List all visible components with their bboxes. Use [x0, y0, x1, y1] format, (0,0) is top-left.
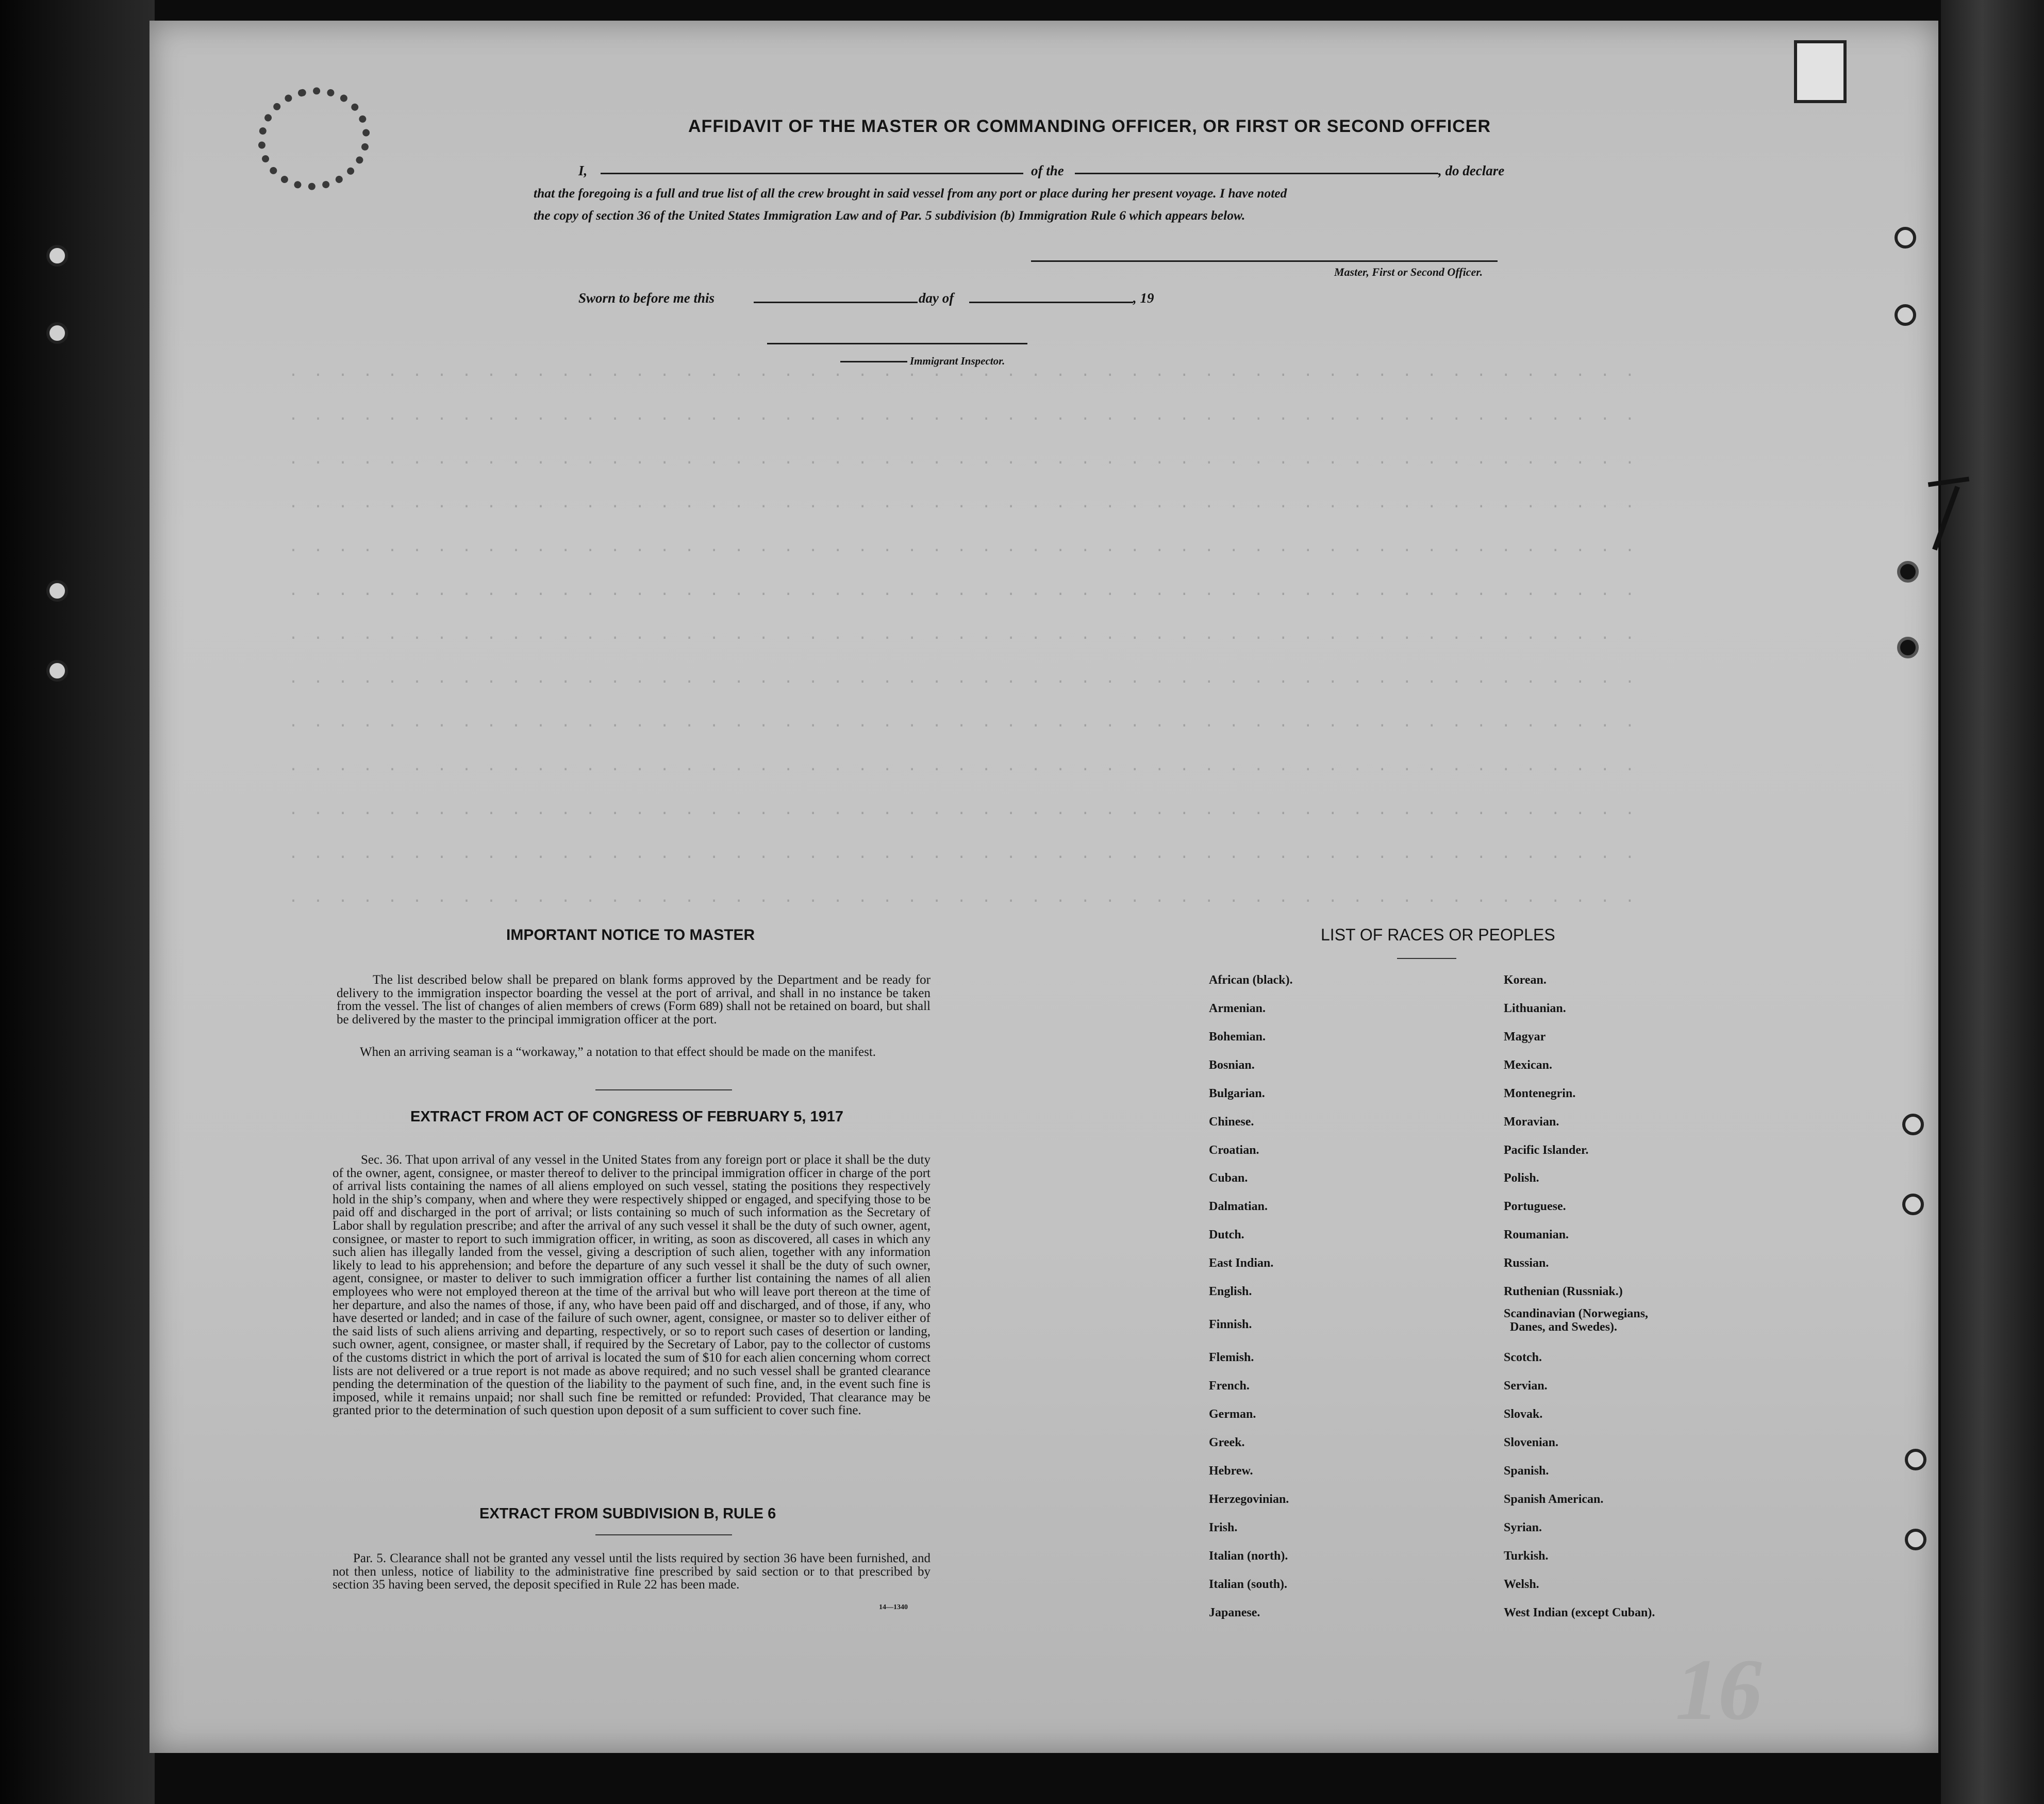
bleed-through-text: . . . . . . . . . . . . . . . . . . . . . . . . . . . . . . . . . . . . . . . . . . . . . . . . . . . . . . . [289, 626, 1638, 644]
race-entry: English. [1209, 1285, 1252, 1298]
master-name-blank[interactable] [601, 173, 1023, 174]
bleed-through-text: . . . . . . . . . . . . . . . . . . . . . . . . . . . . . . . . . . . . . . . . . . . . . . . . . . . . . . . [289, 758, 1638, 775]
race-entry: Russian. [1504, 1256, 1549, 1270]
race-entry: Polish. [1504, 1171, 1539, 1185]
bleed-through-text: . . . . . . . . . . . . . . . . . . . . . . . . . . . . . . . . . . . . . . . . . . . . . . . . . . . . . . . [289, 670, 1638, 688]
year-label: , 19 [1133, 290, 1154, 306]
race-entry: Armenian. [1209, 1002, 1266, 1015]
bleed-through-text: . . . . . . . . . . . . . . . . . . . . . . . . . . . . . . . . . . . . . . . . . . . . . . . . . . . . . . . [289, 539, 1638, 556]
notice-paragraph-2: When an arriving seaman is a “workaway,” a notation to that effect should be made on the manifest. [360, 1045, 876, 1059]
race-entry: Italian (north). [1209, 1549, 1288, 1563]
race-entry: Chinese. [1209, 1115, 1254, 1129]
race-entry: Bosnian. [1209, 1058, 1255, 1072]
bleed-through-text: . . . . . . . . . . . . . . . . . . . . . . . . . . . . . . . . . . . . . . . . . . . . . . . . . . . . . . . [289, 451, 1638, 469]
race-entry: East Indian. [1209, 1256, 1274, 1270]
master-signature-blank[interactable] [1031, 260, 1498, 262]
punch-hole-icon [46, 322, 68, 344]
race-entry: Cuban. [1209, 1171, 1248, 1185]
punch-hole-icon [1905, 1449, 1926, 1470]
sworn-label: Sworn to before me this [578, 290, 715, 306]
form-number: 14—1340 [879, 1603, 908, 1611]
race-entry: Dutch. [1209, 1228, 1244, 1242]
race-entry: Greek. [1209, 1436, 1245, 1449]
race-entry: Bulgarian. [1209, 1087, 1265, 1100]
act-title: EXTRACT FROM ACT OF CONGRESS OF FEBRUARY 5, 1917 [410, 1108, 844, 1125]
race-entry: Flemish. [1209, 1351, 1254, 1364]
divider [1397, 958, 1456, 959]
race-entry: Ruthenian (Russniak.) [1504, 1285, 1623, 1298]
sworn-day-blank[interactable] [754, 302, 918, 303]
affidavit-declare-label: , do declare [1438, 163, 1505, 178]
rule-title: EXTRACT FROM SUBDIVISION B, RULE 6 [479, 1505, 776, 1522]
race-entry: German. [1209, 1408, 1256, 1421]
affidavit-line-3: the copy of section 36 of the United States Immigration Law and of Par. 5 subdivision (b) Immigration Rule 6 which appears below. [534, 208, 1245, 223]
manifest-page [149, 21, 1938, 1753]
race-entry: Japanese. [1209, 1606, 1260, 1619]
race-entry: African (black). [1209, 973, 1293, 987]
master-signature-label: Master, First or Second Officer. [1334, 266, 1483, 278]
bleed-through-text: . . . . . . . . . . . . . . . . . . . . . . . . . . . . . . . . . . . . . . . . . . . . . . . . . . . . . . . [289, 363, 1638, 381]
sworn-month-blank[interactable] [969, 302, 1133, 303]
race-entry: Slovak. [1504, 1408, 1543, 1421]
punch-hole-icon [1905, 1529, 1926, 1550]
race-entry: Scotch. [1504, 1351, 1542, 1364]
race-entry: Pacific Islander. [1504, 1144, 1589, 1157]
divider [595, 1534, 732, 1535]
affidavit-line-2: that the foregoing is a full and true list of all the crew brought in said vessel from any port or place during her present voyage. I have noted [534, 186, 1287, 201]
punch-hole-icon [1902, 1114, 1924, 1135]
races-title: LIST OF RACES OR PEOPLES [1321, 925, 1555, 944]
race-entry: Spanish. [1504, 1464, 1549, 1478]
race-entry: Lithuanian. [1504, 1002, 1566, 1015]
race-entry: Herzegovinian. [1209, 1493, 1289, 1506]
affidavit-of-label: of the [1031, 163, 1064, 178]
bleed-through-text: . . . . . . . . . . . . . . . . . . . . . . . . . . . . . . . . . . . . . . . . . . . . . . . . . . . . . . . [289, 583, 1638, 600]
race-entry: Bohemian. [1209, 1030, 1266, 1044]
race-entry: Mexican. [1504, 1058, 1552, 1072]
act-section-36-text: Sec. 36. That upon arrival of any vessel in the United States from any foreign port or place it shall be the duty of the owner, agent, consignee, or master thereof to deliver to the principal immigration officer in charge of the port of arrival lists containing the names of all aliens employed on such vessel, stating the positions they respectively hold in the ship’s company, when and where they were respectively shipped or engaged, and specifying those to be paid off and discharged in the port of arrival; or lists containing so much of such information as the Secretary of Labor shall by regulation prescribe; and after the arrival of any such vessel it shall be the duty of such owner, agent, consignee, or master to report to such immigration officer, in writing, as soon as discovered, all cases in which any such alien has illegally landed from the vessel, giving a description of such alien, together with any information likely to lead to his apprehension; and before the departure of any such vessel it shall be the duty of such owner, agent, consignee, or master to deliver to such immigration officer a further list containing the names of all alien employees who were not employed thereon at the time of the arrival but who will leave port thereon at the time of her departure, and also the names of those, if any, who have been paid off and discharged, and of those, if any, who have deserted or landed; and in case of the failure of such owner, agent, consignee, or master so to deliver either of the said lists of such aliens arriving and departing, respectively, or so to report such cases of desertion or landing, such owner, agent, consignee, or master shall, if required by the Secretary of Labor, pay to the collector of customs of the customs district in which the port of arrival is located the sum of $10 for each alien concerning whom correct lists are not delivered or a true report is not made as above required; and no such vessel shall be granted clearance pending the determination of the question of the liability to the payment of such fine, and, in the event such fine is imposed, while it remains unpaid; nor shall such fine be remitted or refunded: Provided, That clearance may be granted prior to the determination of such question upon deposit of a sum sufficient to cover such fine. [333, 1153, 930, 1418]
inspector-signature-blank[interactable] [767, 343, 1027, 344]
notice-paragraph-1: The list described below shall be prepared on blank forms approved by the Department and be ready for delivery to the immigration inspector boarding the vessel at the port of arrival, and shall in no instance be taken from the vessel. The list of changes of alien members of crews (Form 689) shall not be retained on board, but shall be delivered by the master to the principal immigration officer at the port. [337, 973, 930, 1027]
inspector-underline [840, 361, 907, 362]
bleed-through-text: . . . . . . . . . . . . . . . . . . . . . . . . . . . . . . . . . . . . . . . . . . . . . . . . . . . . . . . [289, 889, 1638, 907]
divider [595, 1089, 732, 1090]
race-entry: French. [1209, 1379, 1250, 1393]
race-entry: West Indian (except Cuban). [1504, 1606, 1655, 1619]
race-entry: Korean. [1504, 973, 1547, 987]
race-entry: Spanish American. [1504, 1493, 1604, 1506]
paper-tab [1794, 40, 1847, 103]
scan-background-left [0, 0, 155, 1804]
punch-hole-icon [46, 245, 68, 267]
race-entry: Dalmatian. [1209, 1200, 1268, 1213]
bleed-through-text: . . . . . . . . . . . . . . . . . . . . . . . . . . . . . . . . . . . . . . . . . . . . . . . . . . . . . . . [289, 407, 1638, 425]
bleed-through-text: . . . . . . . . . . . . . . . . . . . . . . . . . . . . . . . . . . . . . . . . . . . . . . . . . . . . . . . [289, 714, 1638, 732]
race-entry: Turkish. [1504, 1549, 1549, 1563]
notice-title: IMPORTANT NOTICE TO MASTER [506, 926, 755, 944]
punch-hole-icon [46, 580, 68, 602]
race-entry: Italian (south). [1209, 1578, 1288, 1591]
race-entry: Croatian. [1209, 1144, 1259, 1157]
vessel-name-blank[interactable] [1075, 173, 1438, 174]
punch-hole-icon [1895, 304, 1916, 326]
race-entry: Syrian. [1504, 1521, 1542, 1534]
race-entry: Finnish. [1209, 1318, 1252, 1331]
inspector-label: Immigrant Inspector. [910, 355, 1005, 367]
race-entry: Scandinavian (Norwegians, Danes, and Swedes). [1504, 1307, 1649, 1334]
handwritten-page-number: 16 [1667, 1641, 1772, 1738]
rule-paragraph: Par. 5. Clearance shall not be granted any vessel until the lists required by section 36 have been furnished, and not then unless, notice of liability to the administrative fine prescribed by said section or to that prescribed by section 35 having been served, the deposit specified in Rule 22 has been made. [333, 1551, 930, 1592]
race-entry: Roumanian. [1504, 1228, 1569, 1242]
bleed-through-text: . . . . . . . . . . . . . . . . . . . . . . . . . . . . . . . . . . . . . . . . . . . . . . . . . . . . . . . [289, 802, 1638, 819]
race-entry: Portuguese. [1504, 1200, 1566, 1213]
race-entry: Montenegrin. [1504, 1087, 1576, 1100]
punch-hole-icon [1895, 227, 1916, 249]
race-entry: Magyar [1504, 1030, 1546, 1044]
race-entry: Irish. [1209, 1521, 1238, 1534]
punch-hole-icon [1902, 1194, 1924, 1215]
punch-hole-icon [46, 660, 68, 682]
scan-background-right [1941, 0, 2044, 1804]
race-entry: Moravian. [1504, 1115, 1559, 1129]
punch-hole-icon [1897, 637, 1919, 658]
affidavit-title: AFFIDAVIT OF THE MASTER OR COMMANDING OFFICER, OR FIRST OR SECOND OFFICER [688, 117, 1491, 136]
punch-hole-icon [1897, 561, 1919, 583]
day-of-label: day of [919, 290, 954, 306]
race-entry: Hebrew. [1209, 1464, 1253, 1478]
race-entry: Slovenian. [1504, 1436, 1559, 1449]
race-entry: Welsh. [1504, 1578, 1539, 1591]
race-entry: Servian. [1504, 1379, 1548, 1393]
affidavit-i-label: I, [578, 163, 588, 178]
bleed-through-text: . . . . . . . . . . . . . . . . . . . . . . . . . . . . . . . . . . . . . . . . . . . . . . . . . . . . . . . [289, 846, 1638, 863]
bleed-through-text: . . . . . . . . . . . . . . . . . . . . . . . . . . . . . . . . . . . . . . . . . . . . . . . . . . . . . . . [289, 495, 1638, 512]
